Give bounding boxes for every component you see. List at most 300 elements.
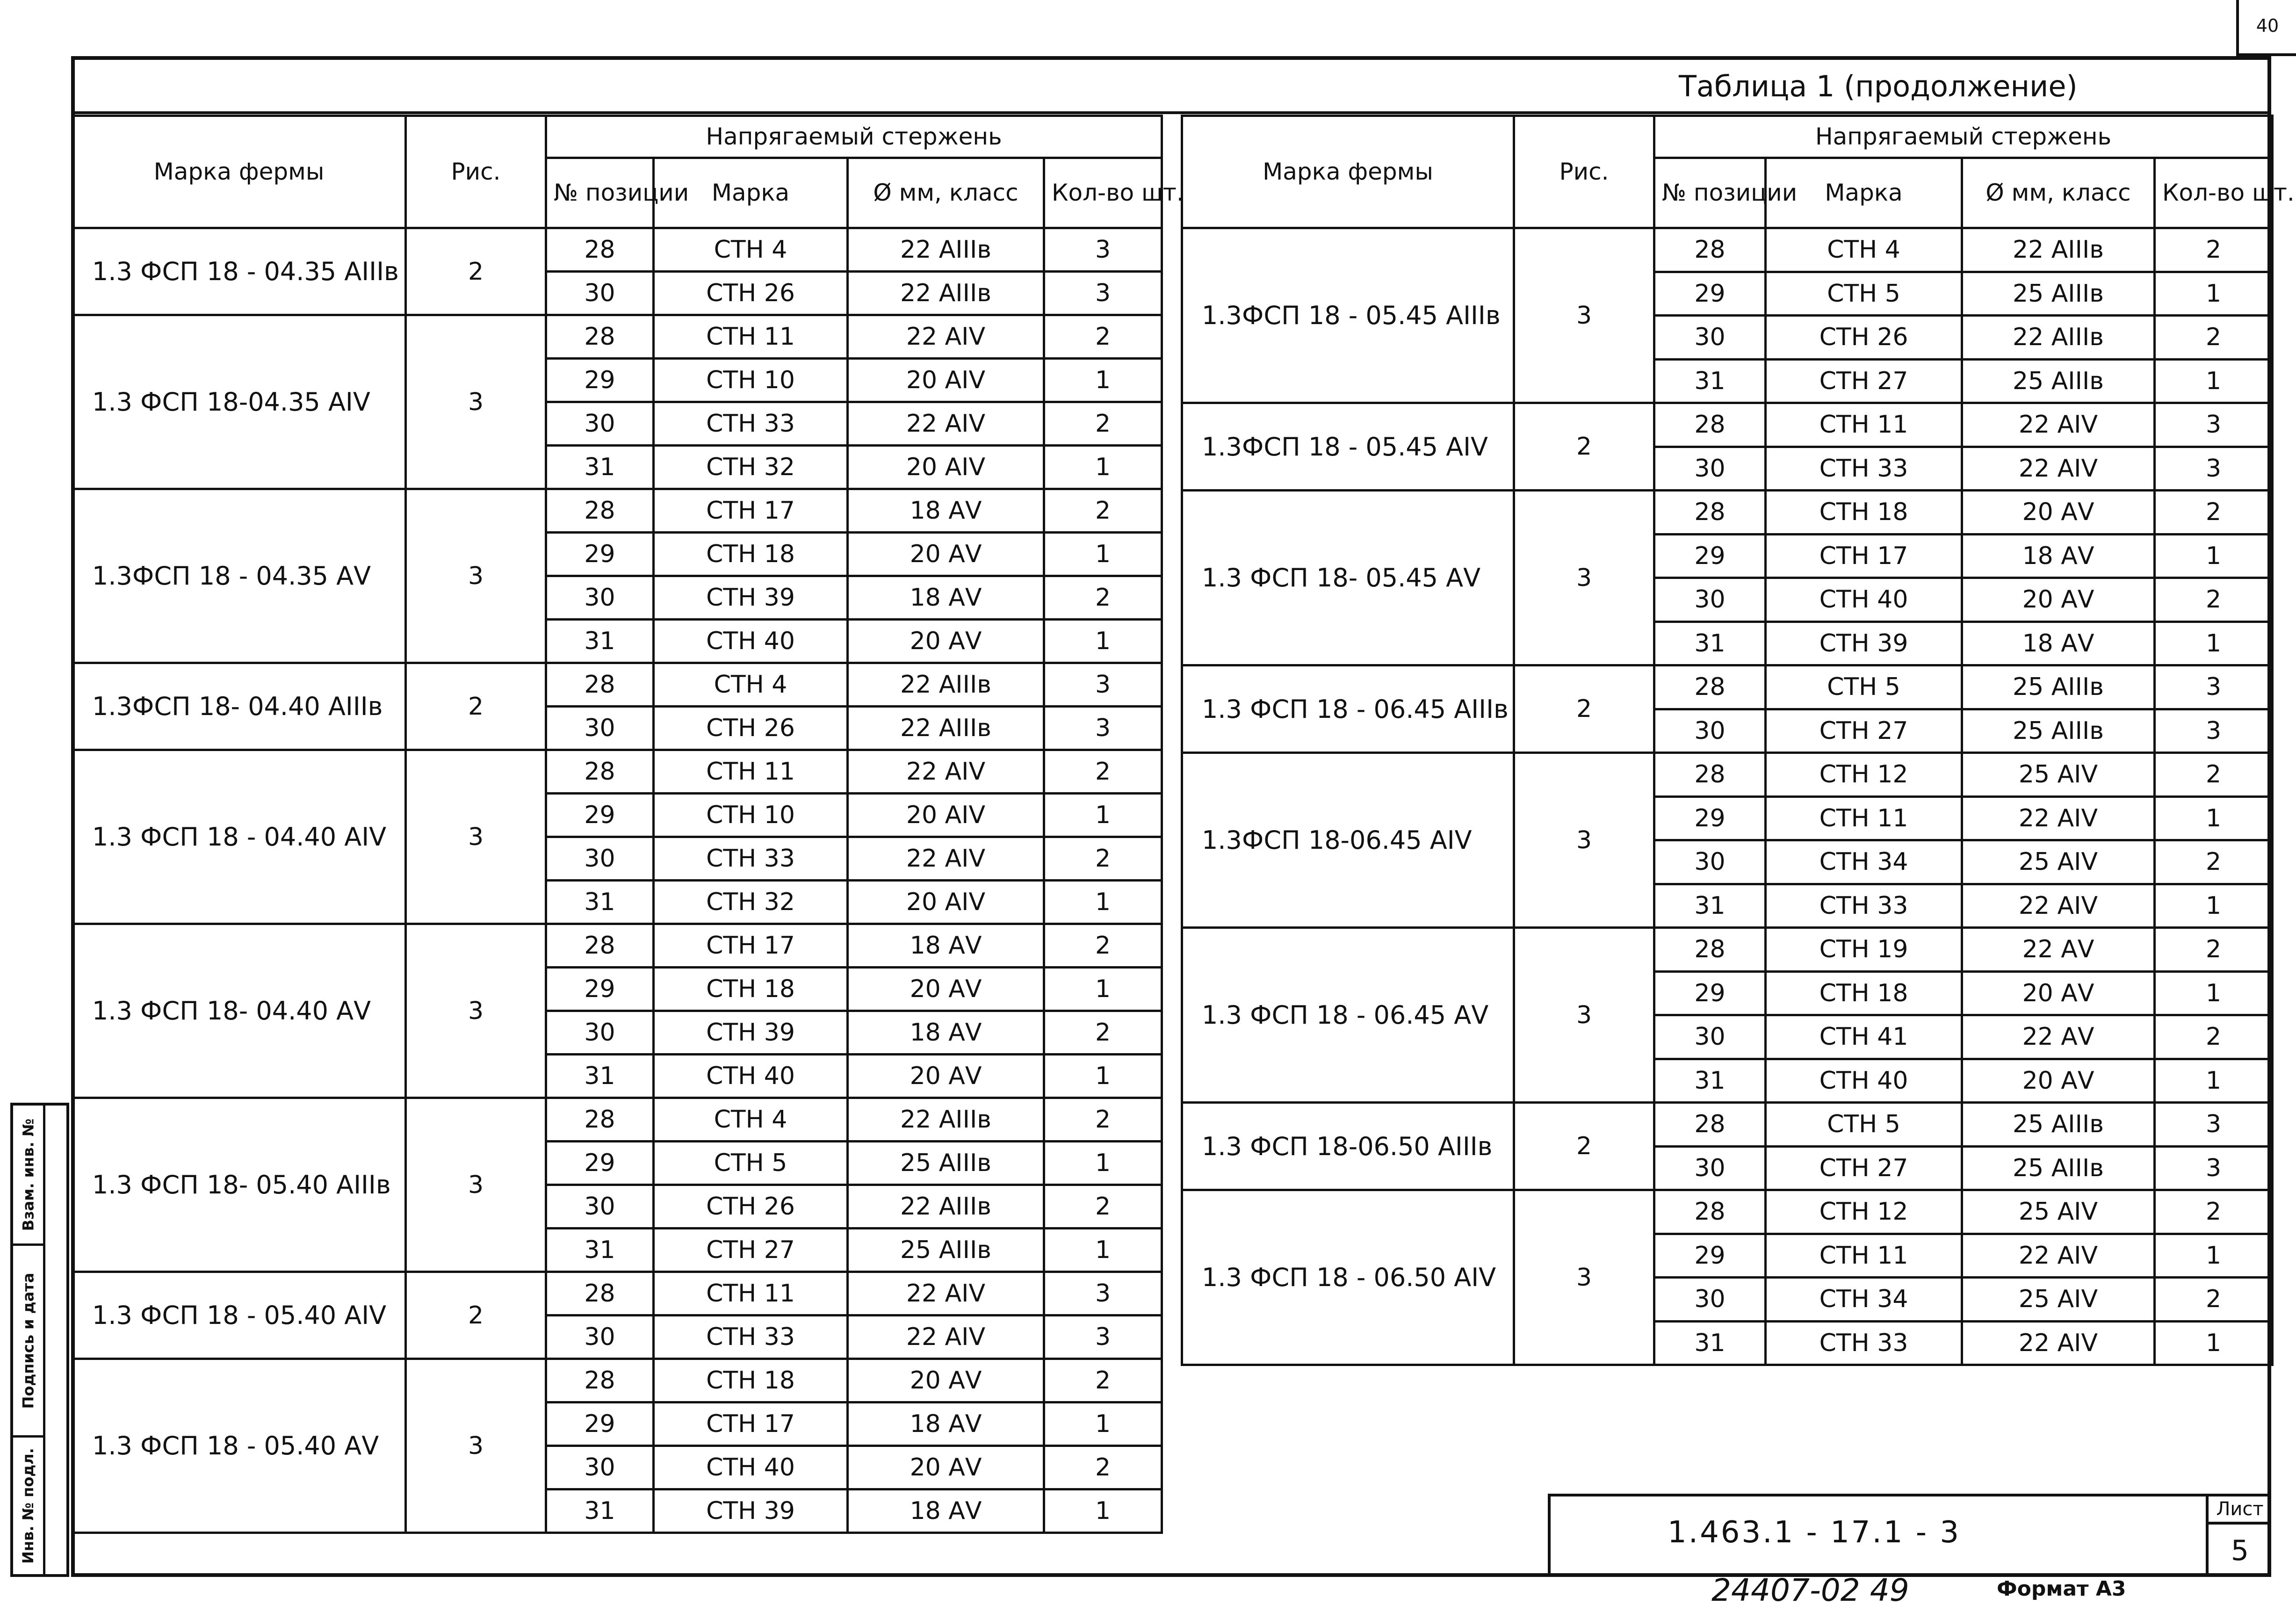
side-cell-sign-date <box>13 1246 43 1438</box>
quantity-cell: 3 <box>1044 272 1162 315</box>
reinforcement-table-left <box>71 115 1184 1534</box>
rod-mark-cell: СТН 32 <box>654 881 848 924</box>
table-row <box>72 1272 1162 1316</box>
sheet-number: 5 <box>2206 1525 2271 1577</box>
diameter-class-cell: 22 АIIIв <box>848 707 1044 750</box>
diameter-class-cell: 20 АV <box>848 533 1044 576</box>
position-cell: 29 <box>1654 272 1766 316</box>
position-cell: 28 <box>1654 665 1766 709</box>
diameter-class-cell: 22 АIV <box>848 1272 1044 1316</box>
rod-mark-cell: СТН 4 <box>654 663 848 707</box>
rod-mark-cell: СТН 11 <box>654 1272 848 1316</box>
quantity-cell: 3 <box>1044 707 1162 750</box>
rod-mark-cell: СТН 40 <box>1766 578 1962 622</box>
position-cell: 29 <box>546 968 654 1011</box>
position-cell: 31 <box>546 1489 654 1533</box>
diameter-class-cell: 20 АV <box>848 968 1044 1011</box>
quantity-cell: 2 <box>1044 750 1162 794</box>
figure-cell: 3 <box>406 924 546 1098</box>
quantity-cell: 1 <box>2155 971 2273 1015</box>
quantity-cell: 1 <box>2155 1321 2273 1365</box>
rod-mark-cell: СТН 26 <box>654 272 848 315</box>
quantity-cell: 1 <box>2155 1059 2273 1103</box>
rod-mark-cell: СТН 12 <box>1766 1190 1962 1234</box>
position-cell: 30 <box>1654 316 1766 360</box>
rod-mark-cell: СТН 11 <box>1766 1234 1962 1278</box>
rod-mark-cell: СТН 40 <box>654 620 848 663</box>
truss-mark-cell: 1.3ФСП 18 - 05.45 АIV <box>1182 403 1514 491</box>
position-cell: 29 <box>1654 534 1766 578</box>
diameter-class-cell: 20 АIV <box>848 794 1044 837</box>
position-cell: 31 <box>1654 1059 1766 1103</box>
position-cell: 31 <box>1654 884 1766 928</box>
quantity-cell: 3 <box>2155 447 2273 491</box>
diameter-class-cell: 20 АV <box>848 620 1044 663</box>
rod-mark-cell: СТН 27 <box>1766 709 1962 753</box>
quantity-cell: 3 <box>1044 1316 1162 1359</box>
diameter-class-cell: 22 АIV <box>1962 884 2155 928</box>
diameter-class-cell: 22 АIV <box>848 837 1044 881</box>
rod-mark-cell: СТН 11 <box>654 750 848 794</box>
diameter-class-cell: 22 АIV <box>1962 1234 2155 1278</box>
position-cell: 28 <box>546 750 654 794</box>
quantity-cell: 3 <box>2155 1146 2273 1190</box>
rod-mark-cell: СТН 18 <box>1766 491 1962 535</box>
figure-cell: 2 <box>406 1272 546 1359</box>
truss-mark-cell: 1.3 ФСП 18 - 04.35 АIIIв <box>72 228 406 315</box>
title-block <box>1548 1494 2271 1577</box>
diameter-class-cell: 25 АIIIв <box>848 1142 1044 1185</box>
rod-mark-cell: СТН 33 <box>1766 1321 1962 1365</box>
truss-mark-cell: 1.3 ФСП 18 - 05.40 АV <box>72 1359 406 1533</box>
quantity-cell: 2 <box>2155 928 2273 972</box>
header-divider <box>71 111 2271 114</box>
diameter-class-cell: 20 АIV <box>848 359 1044 402</box>
diameter-class-cell: 18 АV <box>1962 622 2155 665</box>
diameter-class-cell: 18 АV <box>848 576 1044 620</box>
rod-mark-cell: СТН 41 <box>1766 1015 1962 1059</box>
quantity-cell: 1 <box>1044 1402 1162 1446</box>
quantity-cell: 1 <box>1044 968 1162 1011</box>
position-cell: 28 <box>1654 928 1766 972</box>
quantity-cell: 3 <box>2155 709 2273 753</box>
position-cell: 31 <box>546 1055 654 1098</box>
rod-mark-cell: СТН 5 <box>1766 665 1962 709</box>
quantity-cell: 2 <box>2155 228 2273 272</box>
figure-cell: 3 <box>406 750 546 924</box>
position-cell: 29 <box>1654 1234 1766 1278</box>
diameter-class-cell: 25 АIV <box>1962 1278 2155 1322</box>
position-cell: 29 <box>1654 796 1766 840</box>
position-cell: 28 <box>546 663 654 707</box>
diameter-class-cell: 20 АV <box>848 1055 1044 1098</box>
position-cell: 29 <box>546 1142 654 1185</box>
col-header-mark: Марка фермы <box>72 116 406 228</box>
figure-cell: 3 <box>1514 928 1654 1103</box>
diameter-class-cell: 20 АV <box>1962 1059 2155 1103</box>
rod-mark-cell: СТН 10 <box>654 794 848 837</box>
rod-mark-cell: СТН 27 <box>1766 359 1962 403</box>
diameter-class-cell: 22 АV <box>1962 1015 2155 1059</box>
table-row <box>72 1359 1162 1402</box>
table-row <box>72 1098 1162 1142</box>
quantity-cell: 1 <box>1044 620 1162 663</box>
col-header-fig: Рис. <box>1514 116 1654 228</box>
quantity-cell: 2 <box>1044 315 1162 359</box>
rod-mark-cell: СТН 11 <box>654 315 848 359</box>
table-row <box>1182 1190 2273 1234</box>
figure-cell: 2 <box>406 228 546 315</box>
position-cell: 29 <box>546 359 654 402</box>
col-header-rod-mark: Марка <box>1766 158 1962 228</box>
rod-mark-cell: СТН 5 <box>1766 272 1962 316</box>
quantity-cell: 2 <box>1044 489 1162 533</box>
position-cell: 30 <box>1654 709 1766 753</box>
side-label-inv-no: Инв. № подл. <box>19 1448 37 1564</box>
side-cell-inst-inv <box>13 1106 43 1246</box>
rod-mark-cell: СТН 17 <box>1766 534 1962 578</box>
diameter-class-cell: 18 АV <box>848 1402 1044 1446</box>
table-row <box>1182 491 2273 535</box>
rod-mark-cell: СТН 4 <box>654 228 848 272</box>
rod-mark-cell: СТН 39 <box>654 1489 848 1533</box>
truss-mark-cell: 1.3 ФСП 18 - 06.45 АV <box>1182 928 1514 1103</box>
quantity-cell: 1 <box>2155 272 2273 316</box>
quantity-cell: 2 <box>2155 1190 2273 1234</box>
quantity-cell: 2 <box>1044 576 1162 620</box>
position-cell: 28 <box>546 489 654 533</box>
figure-cell: 3 <box>406 315 546 489</box>
side-label-sign-date: Подпись и дата <box>19 1272 37 1409</box>
quantity-cell: 2 <box>1044 1011 1162 1055</box>
quantity-cell: 1 <box>1044 446 1162 489</box>
table-row <box>72 924 1162 968</box>
diameter-class-cell: 25 АIIIв <box>1962 665 2155 709</box>
rod-mark-cell: СТН 18 <box>654 533 848 576</box>
table-row <box>72 663 1162 707</box>
rod-mark-cell: СТН 17 <box>654 924 848 968</box>
diameter-class-cell: 22 АIV <box>848 1316 1044 1359</box>
position-cell: 28 <box>1654 403 1766 447</box>
position-cell: 30 <box>546 402 654 446</box>
position-cell: 31 <box>1654 359 1766 403</box>
quantity-cell: 3 <box>1044 663 1162 707</box>
position-cell: 30 <box>1654 1146 1766 1190</box>
diameter-class-cell: 18 АV <box>848 489 1044 533</box>
position-cell: 29 <box>1654 971 1766 1015</box>
diameter-class-cell: 25 АIIIв <box>1962 272 2155 316</box>
col-header-group: Напрягаемый стержень <box>546 116 1162 158</box>
rod-mark-cell: СТН 18 <box>1766 971 1962 1015</box>
figure-cell: 2 <box>1514 403 1654 491</box>
quantity-cell: 1 <box>2155 359 2273 403</box>
diameter-class-cell: 22 АIV <box>1962 796 2155 840</box>
col-header-diam: Ø мм, класс <box>1962 158 2155 228</box>
table-row <box>72 489 1162 533</box>
rod-mark-cell: СТН 39 <box>654 1011 848 1055</box>
diameter-class-cell: 20 АV <box>848 1446 1044 1489</box>
position-cell: 30 <box>546 1011 654 1055</box>
rod-mark-cell: СТН 27 <box>654 1229 848 1272</box>
position-cell: 28 <box>546 1272 654 1316</box>
rod-mark-cell: СТН 10 <box>654 359 848 402</box>
col-header-qty: Кол-во шт. <box>1044 158 1162 228</box>
reinforcement-table-right <box>1181 115 2295 1366</box>
position-cell: 31 <box>546 446 654 489</box>
rod-mark-cell: СТН 27 <box>1766 1146 1962 1190</box>
rod-mark-cell: СТН 39 <box>1766 622 1962 665</box>
rod-mark-cell: СТН 32 <box>654 446 848 489</box>
quantity-cell: 1 <box>1044 1489 1162 1533</box>
position-cell: 28 <box>1654 228 1766 272</box>
document-code: 1.463.1 - 17.1 - 3 <box>1668 1515 1961 1550</box>
figure-cell: 3 <box>1514 753 1654 928</box>
quantity-cell: 2 <box>1044 1359 1162 1402</box>
position-cell: 30 <box>546 707 654 750</box>
rod-mark-cell: СТН 26 <box>1766 316 1962 360</box>
quantity-cell: 2 <box>1044 924 1162 968</box>
rod-mark-cell: СТН 12 <box>1766 753 1962 797</box>
truss-mark-cell: 1.3ФСП 18- 04.40 АIIIв <box>72 663 406 750</box>
position-cell: 30 <box>546 1316 654 1359</box>
table-row <box>72 228 1162 272</box>
diameter-class-cell: 22 АIIIв <box>848 1098 1044 1142</box>
col-header-pos: № позиции <box>1654 158 1766 228</box>
table-row <box>1182 1103 2273 1147</box>
quantity-cell: 3 <box>2155 403 2273 447</box>
col-header-fig: Рис. <box>406 116 546 228</box>
figure-cell: 3 <box>406 1359 546 1533</box>
col-header-group: Напрягаемый стержень <box>1654 116 2273 158</box>
position-cell: 28 <box>1654 491 1766 535</box>
rod-mark-cell: СТН 33 <box>654 837 848 881</box>
diameter-class-cell: 22 АIIIв <box>848 1185 1044 1229</box>
position-cell: 31 <box>1654 622 1766 665</box>
position-cell: 28 <box>546 1359 654 1402</box>
quantity-cell: 2 <box>2155 753 2273 797</box>
position-cell: 29 <box>546 1402 654 1446</box>
side-cell-inv-no <box>13 1438 43 1574</box>
position-cell: 30 <box>546 837 654 881</box>
position-cell: 31 <box>546 1229 654 1272</box>
position-cell: 28 <box>546 228 654 272</box>
diameter-class-cell: 22 АIV <box>1962 447 2155 491</box>
diameter-class-cell: 20 АV <box>1962 578 2155 622</box>
quantity-cell: 1 <box>1044 1055 1162 1098</box>
truss-mark-cell: 1.3 ФСП 18-06.50 АIIIв <box>1182 1103 1514 1190</box>
quantity-cell: 2 <box>1044 1098 1162 1142</box>
rod-mark-cell: СТН 40 <box>654 1446 848 1489</box>
position-cell: 28 <box>546 924 654 968</box>
rod-mark-cell: СТН 18 <box>654 1359 848 1402</box>
col-header-rod-mark: Марка <box>654 158 848 228</box>
diameter-class-cell: 20 АV <box>848 1359 1044 1402</box>
diameter-class-cell: 20 АV <box>1962 491 2155 535</box>
rod-mark-cell: СТН 4 <box>1766 228 1962 272</box>
truss-mark-cell: 1.3ФСП 18 - 05.45 АIIIв <box>1182 228 1514 403</box>
diameter-class-cell: 18 АV <box>1962 534 2155 578</box>
rod-mark-cell: СТН 11 <box>1766 403 1962 447</box>
diameter-class-cell: 25 АIIIв <box>1962 359 2155 403</box>
rod-mark-cell: СТН 34 <box>1766 840 1962 884</box>
diameter-class-cell: 22 АIV <box>1962 1321 2155 1365</box>
table-row <box>1182 665 2273 709</box>
table-right-body <box>1182 228 2273 1365</box>
diameter-class-cell: 25 АIIIв <box>1962 1103 2155 1147</box>
quantity-cell: 1 <box>1044 533 1162 576</box>
quantity-cell: 3 <box>1044 1272 1162 1316</box>
diameter-class-cell: 22 АIV <box>1962 403 2155 447</box>
truss-mark-cell: 1.3ФСП 18-06.45 АIV <box>1182 753 1514 928</box>
diameter-class-cell: 25 АIIIв <box>1962 709 2155 753</box>
rod-mark-cell: СТН 18 <box>654 968 848 1011</box>
figure-cell: 3 <box>1514 1190 1654 1365</box>
position-cell: 28 <box>1654 753 1766 797</box>
quantity-cell: 2 <box>2155 578 2273 622</box>
truss-mark-cell: 1.3 ФСП 18 - 06.45 АIIIв <box>1182 665 1514 753</box>
truss-mark-cell: 1.3 ФСП 18 - 06.50 АIV <box>1182 1190 1514 1365</box>
table-row <box>72 750 1162 794</box>
col-header-diam: Ø мм, класс <box>848 158 1044 228</box>
position-cell: 31 <box>1654 1321 1766 1365</box>
quantity-cell: 1 <box>2155 884 2273 928</box>
quantity-cell: 1 <box>2155 534 2273 578</box>
diameter-class-cell: 22 АIIIв <box>1962 316 2155 360</box>
position-cell: 30 <box>546 272 654 315</box>
rod-mark-cell: СТН 33 <box>1766 447 1962 491</box>
truss-mark-cell: 1.3 ФСП 18- 05.40 АIIIв <box>72 1098 406 1272</box>
diameter-class-cell: 25 АIV <box>1962 753 2155 797</box>
quantity-cell: 2 <box>1044 1446 1162 1489</box>
diameter-class-cell: 22 АIV <box>848 315 1044 359</box>
quantity-cell: 1 <box>1044 794 1162 837</box>
format-label: Формат А3 <box>1997 1577 2126 1601</box>
truss-mark-cell: 1.3 ФСП 18 - 04.40 АIV <box>72 750 406 924</box>
table-left-body <box>72 228 1162 1533</box>
diameter-class-cell: 20 АIV <box>848 881 1044 924</box>
corner-page-number: 40 <box>2236 0 2296 56</box>
position-cell: 30 <box>546 1446 654 1489</box>
rod-mark-cell: СТН 4 <box>654 1098 848 1142</box>
diameter-class-cell: 20 АIV <box>848 446 1044 489</box>
table-row <box>1182 753 2273 797</box>
quantity-cell: 1 <box>2155 622 2273 665</box>
position-cell: 28 <box>546 315 654 359</box>
rod-mark-cell: СТН 26 <box>654 1185 848 1229</box>
quantity-cell: 3 <box>2155 1103 2273 1147</box>
quantity-cell: 3 <box>1044 228 1162 272</box>
rod-mark-cell: СТН 5 <box>654 1142 848 1185</box>
diameter-class-cell: 22 АIV <box>848 750 1044 794</box>
quantity-cell: 2 <box>1044 1185 1162 1229</box>
table-row <box>1182 403 2273 447</box>
position-cell: 31 <box>546 620 654 663</box>
rod-mark-cell: СТН 26 <box>654 707 848 750</box>
position-cell: 30 <box>1654 578 1766 622</box>
quantity-cell: 1 <box>1044 1229 1162 1272</box>
rod-mark-cell: СТН 11 <box>1766 796 1962 840</box>
quantity-cell: 2 <box>1044 402 1162 446</box>
side-strip-divider <box>43 1106 45 1574</box>
rod-mark-cell: СТН 33 <box>1766 884 1962 928</box>
rod-mark-cell: СТН 17 <box>654 1402 848 1446</box>
diameter-class-cell: 22 АV <box>1962 928 2155 972</box>
figure-cell: 3 <box>406 1098 546 1272</box>
diameter-class-cell: 20 АV <box>1962 971 2155 1015</box>
position-cell: 28 <box>1654 1103 1766 1147</box>
position-cell: 30 <box>1654 840 1766 884</box>
position-cell: 29 <box>546 794 654 837</box>
rod-mark-cell: СТН 33 <box>654 1316 848 1359</box>
position-cell: 29 <box>546 533 654 576</box>
position-cell: 31 <box>546 881 654 924</box>
diameter-class-cell: 22 АIIIв <box>848 228 1044 272</box>
diameter-class-cell: 18 АV <box>848 1489 1044 1533</box>
position-cell: 30 <box>546 1185 654 1229</box>
figure-cell: 3 <box>1514 228 1654 403</box>
position-cell: 28 <box>546 1098 654 1142</box>
diameter-class-cell: 18 АV <box>848 1011 1044 1055</box>
figure-cell: 2 <box>1514 1103 1654 1190</box>
figure-cell: 3 <box>406 489 546 663</box>
quantity-cell: 2 <box>1044 837 1162 881</box>
col-header-mark: Марка фермы <box>1182 116 1514 228</box>
archive-number: 24407-02 49 <box>1711 1572 1909 1608</box>
diameter-class-cell: 22 АIIIв <box>1962 228 2155 272</box>
rod-mark-cell: СТН 40 <box>1766 1059 1962 1103</box>
position-cell: 28 <box>1654 1190 1766 1234</box>
position-cell: 30 <box>1654 447 1766 491</box>
position-cell: 30 <box>546 576 654 620</box>
truss-mark-cell: 1.3 ФСП 18- 04.40 АV <box>72 924 406 1098</box>
quantity-cell: 1 <box>2155 1234 2273 1278</box>
position-cell: 30 <box>1654 1278 1766 1322</box>
col-header-pos: № позиции <box>546 158 654 228</box>
rod-mark-cell: СТН 5 <box>1766 1103 1962 1147</box>
table-row <box>1182 228 2273 272</box>
truss-mark-cell: 1.3 ФСП 18-04.35 АIV <box>72 315 406 489</box>
diameter-class-cell: 25 АIV <box>1962 840 2155 884</box>
quantity-cell: 1 <box>1044 1142 1162 1185</box>
table-row <box>1182 928 2273 972</box>
quantity-cell: 1 <box>2155 796 2273 840</box>
figure-cell: 3 <box>1514 491 1654 665</box>
table-caption: Таблица 1 (продолжение) <box>1679 69 2078 103</box>
diameter-class-cell: 18 АV <box>848 924 1044 968</box>
diameter-class-cell: 22 АIV <box>848 402 1044 446</box>
diameter-class-cell: 25 АIIIв <box>848 1229 1044 1272</box>
quantity-cell: 2 <box>2155 491 2273 535</box>
quantity-cell: 1 <box>1044 359 1162 402</box>
diameter-class-cell: 22 АIIIв <box>848 663 1044 707</box>
quantity-cell: 1 <box>1044 881 1162 924</box>
truss-mark-cell: 1.3ФСП 18 - 04.35 АV <box>72 489 406 663</box>
figure-cell: 2 <box>406 663 546 750</box>
side-label-inst-inv: Взам. инв. № <box>19 1118 37 1231</box>
col-header-qty: Кол-во шт. <box>2155 158 2273 228</box>
truss-mark-cell: 1.3 ФСП 18 - 05.40 АIV <box>72 1272 406 1359</box>
quantity-cell: 2 <box>2155 840 2273 884</box>
rod-mark-cell: СТН 19 <box>1766 928 1962 972</box>
diameter-class-cell: 25 АIV <box>1962 1190 2155 1234</box>
rod-mark-cell: СТН 17 <box>654 489 848 533</box>
rod-mark-cell: СТН 39 <box>654 576 848 620</box>
position-cell: 30 <box>1654 1015 1766 1059</box>
side-stamp-strip <box>10 1103 69 1577</box>
quantity-cell: 2 <box>2155 1278 2273 1322</box>
quantity-cell: 3 <box>2155 665 2273 709</box>
quantity-cell: 2 <box>2155 316 2273 360</box>
